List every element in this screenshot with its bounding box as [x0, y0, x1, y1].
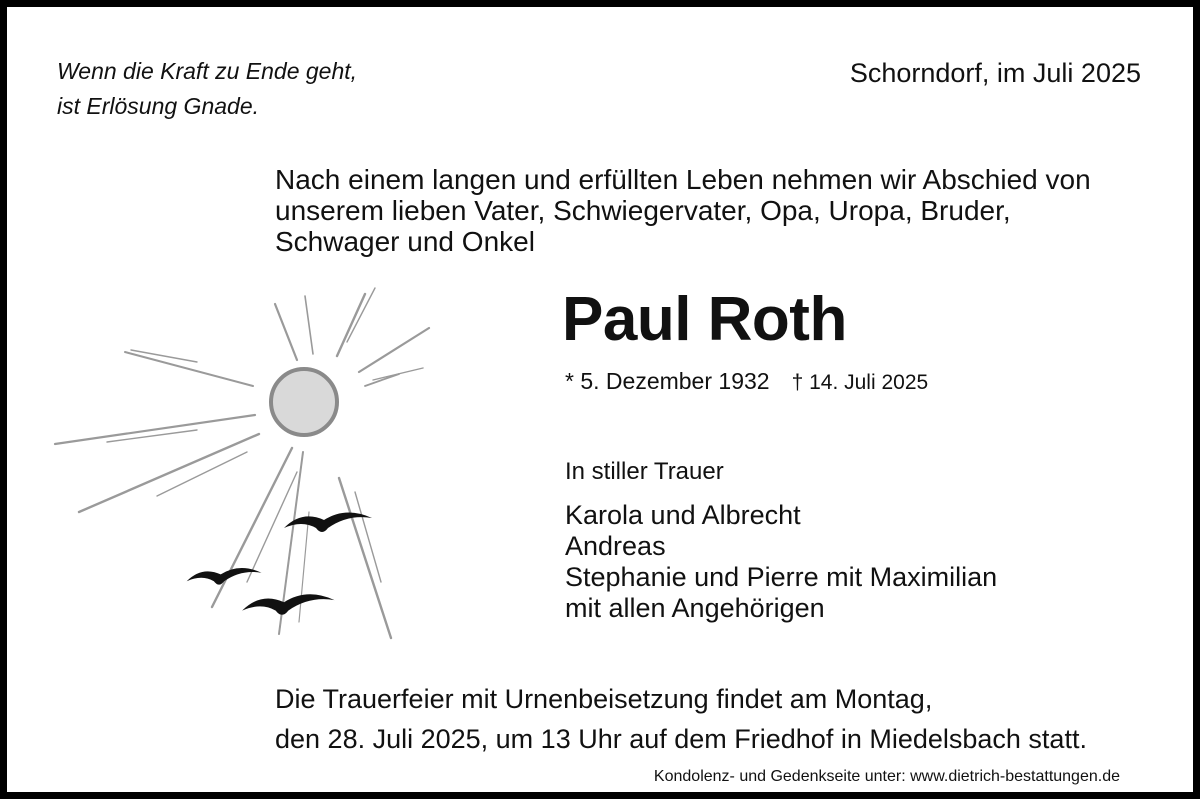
sun-ray — [125, 352, 253, 386]
mourning-label: In stiller Trauer — [565, 458, 724, 485]
sun-ray — [337, 294, 365, 356]
mourner-line: mit allen Angehörigen — [565, 593, 825, 623]
motto-quote — [57, 54, 357, 124]
ceremony-line: Die Trauerfeier mit Urnenbeisetzung findet am Montag, — [275, 684, 933, 714]
mourner-line: Andreas — [565, 531, 666, 561]
bird-icon — [242, 594, 334, 615]
sun-ray — [212, 448, 292, 607]
mourner-line: Karola und Albrecht — [565, 500, 801, 530]
sun-ray — [55, 415, 255, 444]
sun-ray — [347, 288, 375, 342]
sun-rays — [55, 288, 429, 638]
intro-line: unserem lieben Vater, Schwiegervater, Opa, Uropa, Bruder, — [275, 195, 1011, 226]
life-dates — [565, 366, 928, 398]
sun-ray — [339, 478, 391, 638]
ceremony-line: den 28. Juli 2025, um 13 Uhr auf dem Friedhof in Miedelsbach statt. — [275, 724, 1087, 754]
intro-line: Nach einem langen und erfüllten Leben nehmen wir Abschied von — [275, 164, 1091, 195]
death-date: † 14. Juli 2025 — [791, 371, 929, 394]
place-date: Schorndorf, im Juli 2025 — [849, 58, 1141, 88]
motto-line: ist Erlösung Gnade. — [57, 93, 260, 119]
sun-ray — [365, 374, 399, 386]
condolence-link-text: Kondolenz- und Gedenkseite unter: www.dietrich-bestattungen.de — [653, 768, 1120, 785]
birth-date: * 5. Dezember 1932 — [565, 368, 770, 394]
sun-birds-illustration — [47, 282, 447, 652]
ceremony-info — [275, 679, 1087, 759]
bird-icon — [284, 512, 372, 532]
deceased-name: Paul Roth — [562, 285, 847, 354]
sun-ray — [373, 368, 423, 380]
sun-ray — [299, 512, 309, 622]
mourners-list — [565, 500, 997, 624]
sun-ray — [275, 304, 297, 360]
mourner-line: Stephanie und Pierre mit Maximilian — [565, 562, 998, 592]
intro-line: Schwager und Onkel — [275, 226, 535, 257]
intro-text — [275, 164, 1091, 257]
motto-line: Wenn die Kraft zu Ende geht, — [57, 58, 358, 84]
sun-ray — [305, 296, 313, 354]
sun-ray — [359, 328, 429, 372]
sun-ray — [107, 430, 197, 442]
sun-icon — [271, 369, 337, 435]
sun-ray — [79, 434, 259, 512]
